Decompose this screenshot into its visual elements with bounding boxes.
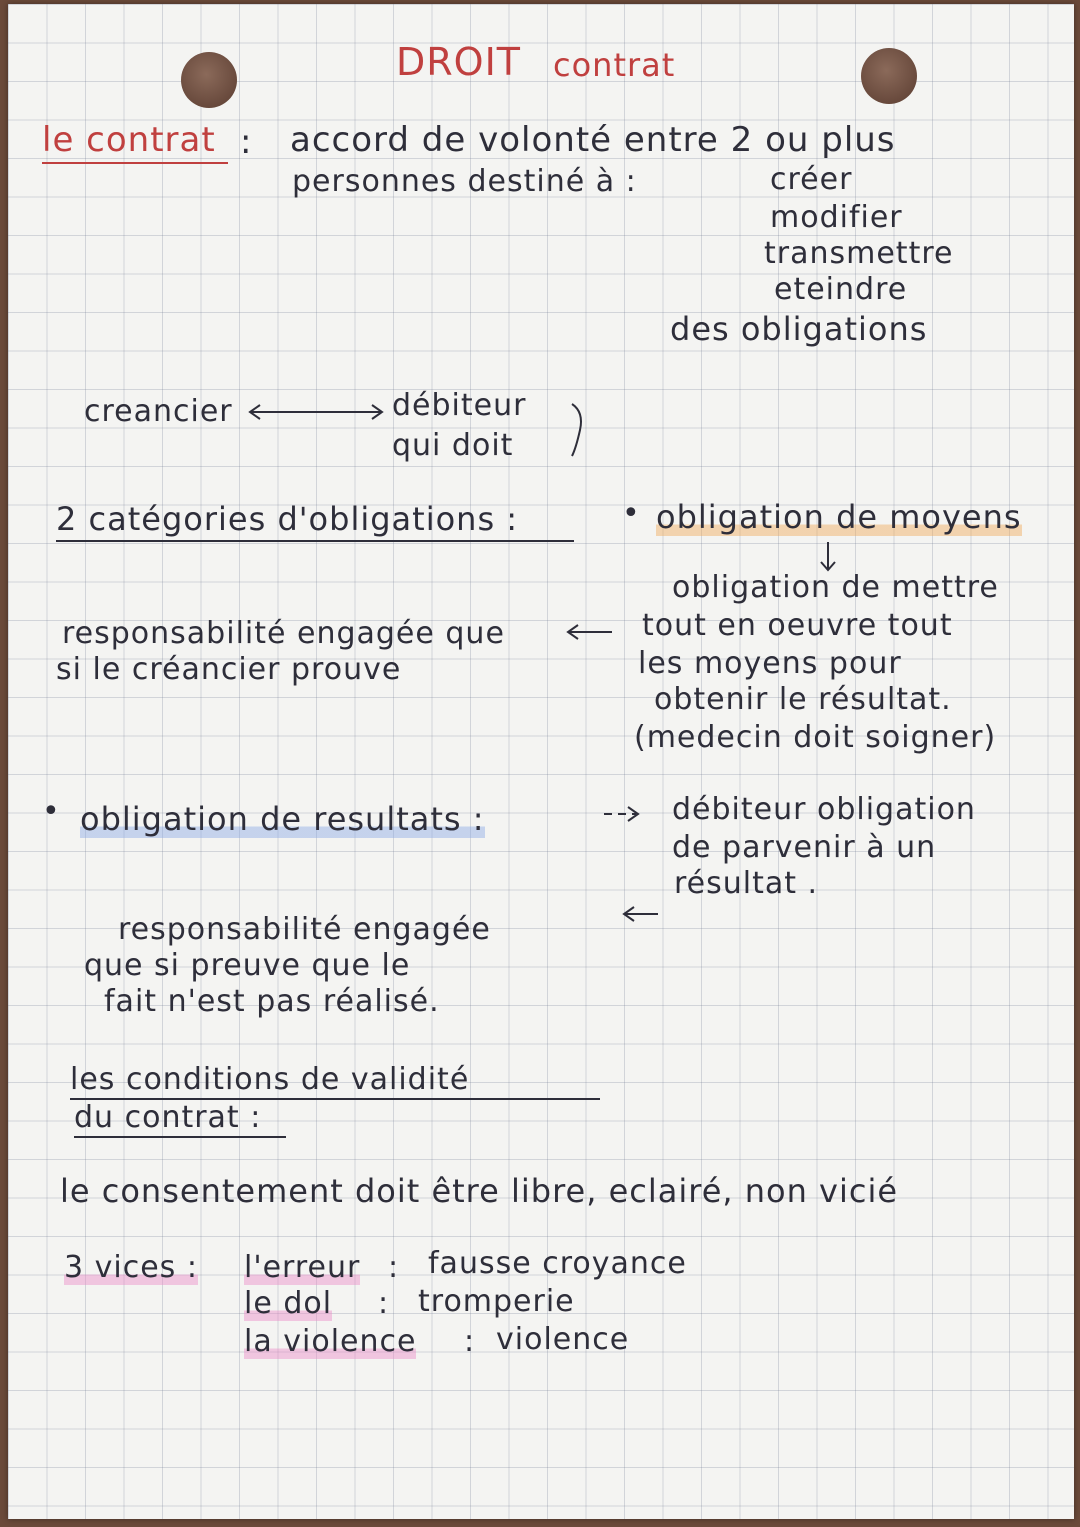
debtor-note: qui doit <box>392 428 514 463</box>
vice-colon: : <box>378 1286 390 1321</box>
means-desc-line: les moyens pour <box>638 646 902 681</box>
arrow-down-icon <box>818 540 838 574</box>
validity-heading-line: du contrat : <box>74 1100 262 1135</box>
categories-heading: 2 catégories d'obligations : <box>56 500 519 538</box>
double-arrow-icon <box>246 402 386 422</box>
vice-name: l'erreur <box>244 1250 361 1285</box>
obligation-results-label: obligation de resultats : <box>80 800 485 838</box>
punch-hole-left <box>181 52 237 108</box>
debtor-label: débiteur <box>392 388 527 423</box>
definition-verb: eteindre <box>774 272 908 307</box>
vice-name: le dol <box>244 1286 333 1321</box>
arrow-right-icon <box>602 804 642 824</box>
validity-heading-underline <box>74 1136 286 1138</box>
vice-desc: violence <box>496 1322 630 1357</box>
page-subtitle: contrat <box>553 46 676 84</box>
validity-heading-line: les conditions de validité <box>70 1062 470 1097</box>
results-responsibility-line: que si preuve que le <box>84 948 411 983</box>
vice-desc: tromperie <box>418 1284 575 1319</box>
means-desc-line: obtenir le résultat. <box>654 682 952 717</box>
definition-verb: transmettre <box>764 236 954 271</box>
definition-colon: : <box>240 122 253 162</box>
results-responsibility-line: responsabilité engagée <box>118 912 491 947</box>
arrow-left-icon <box>620 904 660 924</box>
brace-icon <box>568 402 592 458</box>
page-title: DROIT <box>396 40 521 84</box>
consent-rule: le consentement doit être libre, eclairé, non vicié <box>60 1172 899 1210</box>
bullet-icon: • <box>42 794 61 829</box>
vice-desc: fausse croyance <box>428 1246 687 1281</box>
vice-colon: : <box>388 1250 400 1285</box>
means-desc-line: (medecin doit soigner) <box>634 720 997 755</box>
categories-heading-underline <box>56 540 574 542</box>
definition-verb: modifier <box>770 200 903 235</box>
punch-hole-right <box>861 48 917 104</box>
arrow-left-icon <box>564 622 614 642</box>
vices-label: 3 vices : <box>64 1250 198 1285</box>
means-desc-line: obligation de mettre <box>672 570 999 605</box>
results-desc-line: de parvenir à un <box>672 830 937 865</box>
bullet-icon: • <box>622 496 641 531</box>
obligation-means-label: obligation de moyens <box>656 498 1022 536</box>
definition-line-1: accord de volonté entre 2 ou plus <box>290 120 896 160</box>
means-desc-line: tout en oeuvre tout <box>642 608 953 643</box>
creditor-label: creancier <box>84 394 233 429</box>
results-desc-line: débiteur obligation <box>672 792 976 827</box>
definition-tail: des obligations <box>670 310 928 348</box>
definition-verb: créer <box>770 162 853 197</box>
means-responsibility-line: si le créancier prouve <box>56 652 402 687</box>
definition-term-underline <box>42 162 228 164</box>
definition-term: le contrat <box>42 120 216 160</box>
notebook-page <box>8 4 1074 1519</box>
results-responsibility-line: fait n'est pas réalisé. <box>104 984 440 1019</box>
definition-line-2: personnes destiné à : <box>292 164 637 199</box>
vice-name: la violence <box>244 1324 417 1359</box>
vice-colon: : <box>464 1324 476 1359</box>
results-desc-line: résultat . <box>674 866 819 901</box>
means-responsibility-line: responsabilité engagée que <box>62 616 505 651</box>
